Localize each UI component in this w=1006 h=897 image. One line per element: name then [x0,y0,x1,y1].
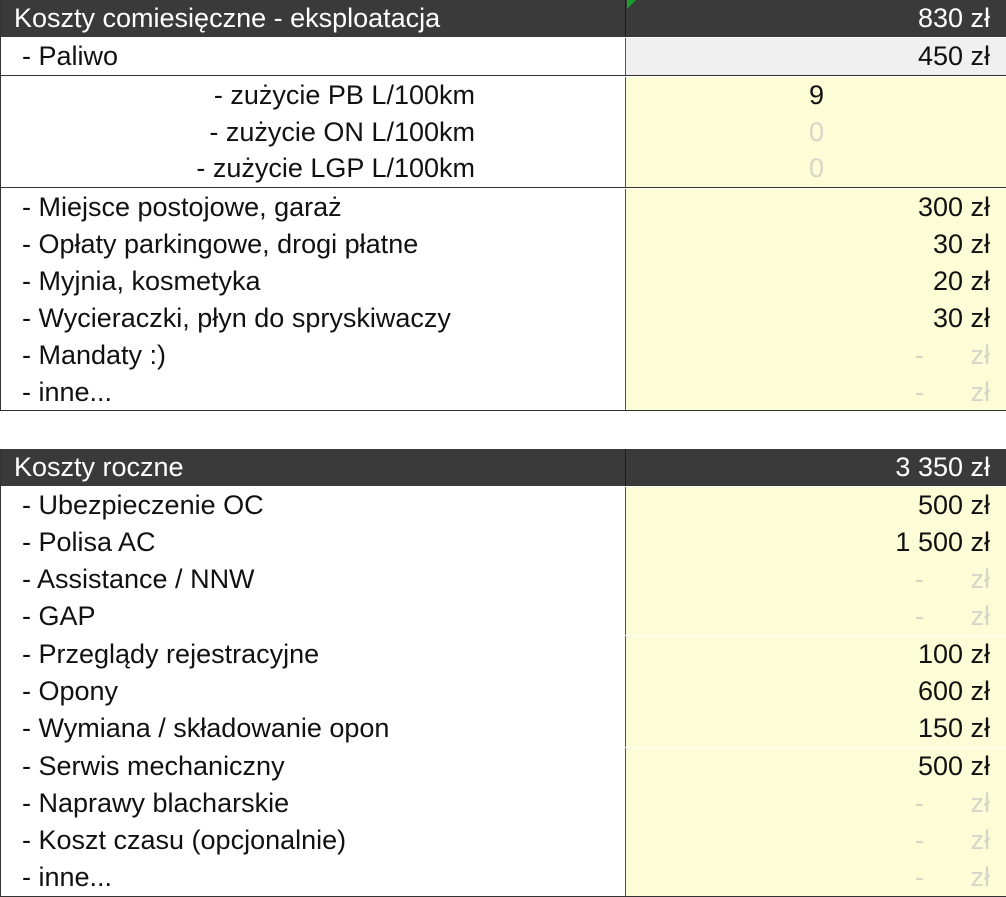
cost-row[interactable] [0,337,1006,374]
consumption-label-cell[interactable] [0,77,625,114]
cost-input-cell[interactable] [625,524,1006,561]
yearly-header-label-cell[interactable] [0,449,625,486]
consumption-input-cell[interactable] [625,150,1006,187]
cost-value: 300 zł [917,192,990,222]
cost-input-cell[interactable] [625,673,1006,710]
cost-input-cell[interactable] [625,636,1006,673]
cost-row[interactable] [0,673,1006,710]
yearly-total-cell[interactable] [625,449,1006,486]
cost-row[interactable] [0,748,1006,785]
cost-input-cell[interactable] [625,337,1006,374]
cost-label-cell[interactable] [0,859,625,896]
cost-row[interactable] [0,487,1006,524]
cost-label: - Opłaty parkingowe, drogi płatne [22,229,419,259]
cost-row[interactable] [0,710,1006,747]
cost-input-cell[interactable] [625,487,1006,524]
currency-unit: zł [970,788,990,818]
cost-row[interactable] [0,189,1006,226]
cost-input-cell[interactable] [625,822,1006,859]
fuel-row[interactable] [0,38,1006,75]
currency-unit: zł [970,601,990,631]
consumption-label: - zużycie PB L/100km [213,80,475,110]
cost-row[interactable] [0,524,1006,561]
monthly-total-cell[interactable] [625,0,1006,37]
cost-value: - [915,825,924,855]
currency-unit: zł [970,825,990,855]
consumption-label-cell[interactable] [0,150,625,187]
cost-row[interactable] [0,859,1006,896]
currency-unit: zł [970,377,990,407]
cost-value: 1 500 zł [895,527,990,557]
consumption-input-cell[interactable] [625,77,1006,114]
cost-input-cell[interactable] [625,374,1006,411]
cost-label: - Myjnia, kosmetyka [22,266,261,296]
consumption-label-cell[interactable] [0,114,625,151]
cost-input-cell[interactable] [625,263,1006,300]
cost-input-cell[interactable] [625,748,1006,785]
cost-row[interactable] [0,300,1006,337]
cost-value: - [915,862,924,892]
fuel-value-cell[interactable] [625,38,1006,75]
currency-unit: zł [970,340,990,370]
consumption-input-cell[interactable] [625,114,1006,151]
cost-label: - Przeglądy rejestracyjne [22,639,320,669]
consumption-value: 0 [809,117,825,147]
cost-label: - inne... [22,377,113,407]
currency-unit: zł [970,564,990,594]
cost-label-cell[interactable] [0,374,625,411]
cost-label: - Serwis mechaniczny [22,751,285,781]
yearly-costs-table [0,449,1006,897]
cost-label: - Mandaty :) [22,340,167,370]
cell-comment-marker-icon [627,0,636,9]
fuel-label: - Paliwo [22,41,119,71]
cost-label: - Polisa AC [22,527,156,557]
cost-label: - Opony [22,676,119,706]
cost-row[interactable] [0,263,1006,300]
cost-label: - Miejsce postojowe, garaż [22,192,342,222]
cost-value: - [915,340,924,370]
monthly-costs-table [0,0,1006,411]
consumption-value: 0 [809,153,825,183]
cost-value: 20 zł [932,266,990,296]
cost-value: 30 zł [932,229,990,259]
consumption-value: 9 [809,80,825,110]
consumption-label: - zużycie LGP L/100km [196,153,475,183]
monthly-total-value: 830 zł [917,3,990,33]
cost-label-cell[interactable] [0,822,625,859]
cost-value: 100 zł [917,639,990,669]
cost-input-cell[interactable] [625,300,1006,337]
fuel-label-cell[interactable] [0,38,625,75]
cost-input-cell[interactable] [625,598,1006,635]
cost-label: - Koszt czasu (opcjonalnie) [22,825,347,855]
cost-value: - [915,564,924,594]
cost-input-cell[interactable] [625,859,1006,896]
divider [0,75,1006,76]
cost-label-cell[interactable] [0,598,625,635]
cost-label-cell[interactable] [0,263,625,300]
cost-label: - inne... [22,862,113,892]
cost-label: - GAP [22,601,96,631]
cost-input-cell[interactable] [625,710,1006,747]
cost-label-cell[interactable] [0,487,625,524]
cost-value: - [915,377,924,407]
cost-label-cell[interactable] [0,710,625,747]
currency-unit: zł [970,862,990,892]
cost-value: 30 zł [932,303,990,333]
consumption-row[interactable] [0,150,1006,187]
cost-row[interactable] [0,226,1006,263]
cost-value: 500 zł [917,490,990,520]
monthly-header-row[interactable] [0,0,1006,37]
cost-label-cell[interactable] [0,226,625,263]
cost-value: - [915,788,924,818]
cost-input-cell[interactable] [625,189,1006,226]
cost-label-cell[interactable] [0,300,625,337]
divider [0,187,1006,188]
cost-input-cell[interactable] [625,226,1006,263]
cost-label-cell[interactable] [0,561,625,598]
cost-input-cell[interactable] [625,561,1006,598]
cost-value: - [915,601,924,631]
cost-label: - Ubezpieczenie OC [22,490,264,520]
cost-label-cell[interactable] [0,337,625,374]
cost-label: - Wymiana / składowanie opon [22,713,390,743]
cost-input-cell[interactable] [625,785,1006,822]
cost-label: - Wycieraczki, płyn do spryskiwaczy [22,303,451,333]
cost-value: 600 zł [917,676,990,706]
fuel-value: 450 zł [917,41,990,71]
consumption-label: - zużycie ON L/100km [209,117,475,147]
cost-label-cell[interactable] [0,785,625,822]
cost-value: 500 zł [917,751,990,781]
yearly-total-value: 3 350 zł [895,452,990,482]
yearly-header-row[interactable] [0,449,1006,486]
cost-row[interactable] [0,785,1006,822]
cost-label-cell[interactable] [0,636,625,673]
cost-label-cell[interactable] [0,673,625,710]
monthly-header-label: Koszty comiesięczne - eksploatacja [14,3,441,33]
consumption-row[interactable] [0,114,1006,151]
consumption-row[interactable] [0,77,1006,114]
cost-label: - Assistance / NNW [22,564,255,594]
cost-label-cell[interactable] [0,189,625,226]
cost-row[interactable] [0,561,1006,598]
cost-row[interactable] [0,598,1006,635]
cost-label-cell[interactable] [0,524,625,561]
yearly-header-label: Koszty roczne [14,452,184,482]
cost-value: 150 zł [917,713,990,743]
cost-label-cell[interactable] [0,748,625,785]
cost-row[interactable] [0,636,1006,673]
monthly-header-label-cell[interactable] [0,0,625,37]
cost-row[interactable] [0,374,1006,411]
cost-label: - Naprawy blacharskie [22,788,290,818]
cost-row[interactable] [0,822,1006,859]
